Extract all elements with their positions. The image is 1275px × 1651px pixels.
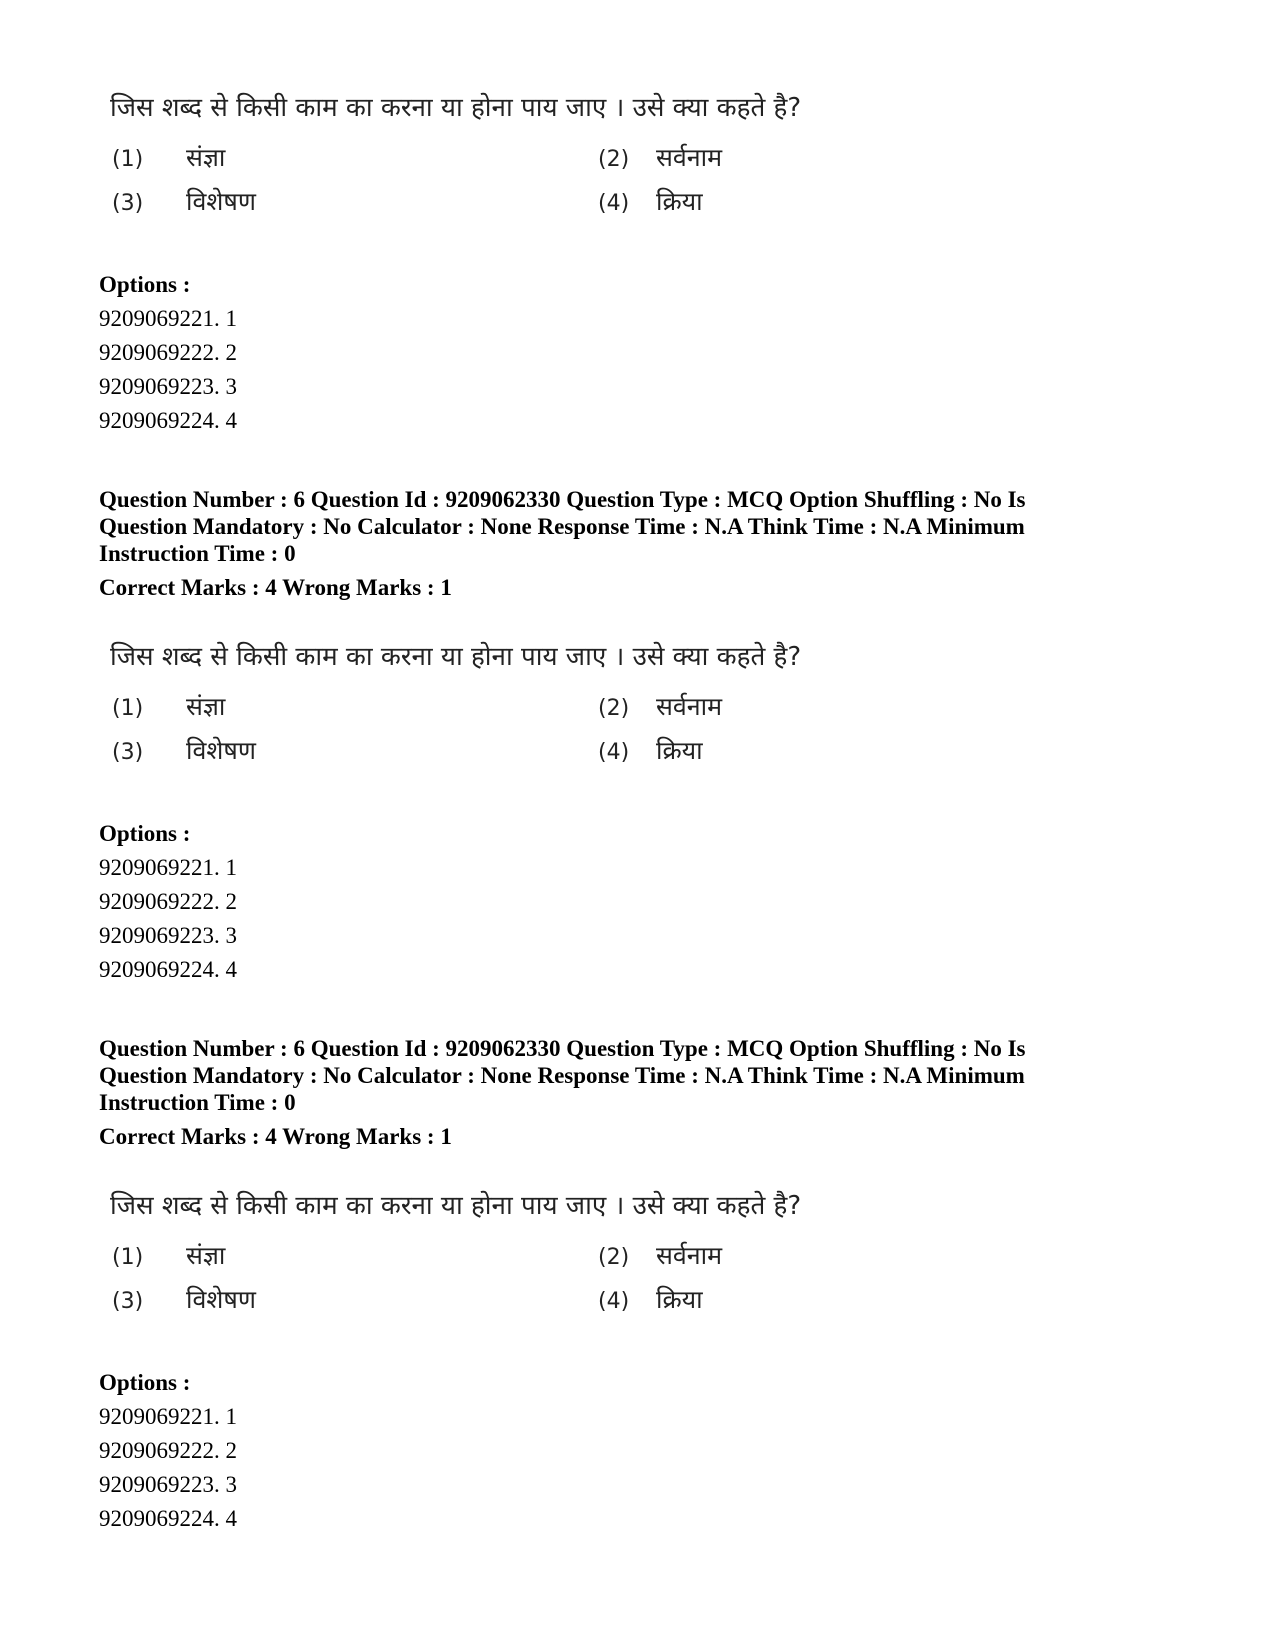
question-option-2 (598, 1238, 722, 1272)
question-image (110, 637, 830, 777)
option-text: सर्वनाम (656, 143, 723, 172)
question-meta: Question Number : 6 Question Id : 9209062330 Question Type : MCQ Option Shuffling : No Is Question Mandatory : No Calculator : None Response Time : N.A Think Time : N.A Minimum Instruction Time : 0 (99, 487, 1026, 566)
option-number: (2) (598, 696, 630, 721)
option-number: (3) (112, 740, 144, 765)
option-id-line: 9209069224. 4 (99, 408, 237, 433)
option-id-line: 9209069221. 1 (99, 855, 237, 880)
question-option-3 (112, 1282, 256, 1316)
option-text: संज्ञा (186, 692, 226, 721)
option-text: विशेषण (186, 187, 256, 216)
option-text: क्रिया (656, 736, 703, 765)
question-option-1 (112, 1238, 225, 1272)
option-number: (3) (112, 191, 144, 216)
option-text: सर्वनाम (656, 692, 723, 721)
question-option-2 (598, 689, 722, 723)
option-id-line: 9209069223. 3 (99, 374, 237, 399)
option-id-line: 9209069224. 4 (99, 957, 237, 982)
option-number: (2) (598, 1245, 630, 1270)
option-number: (1) (112, 147, 144, 172)
question-option-3 (112, 733, 256, 767)
question-option-1 (112, 689, 225, 723)
option-number: (3) (112, 1289, 144, 1314)
question-option-4 (598, 184, 703, 218)
option-text: संज्ञा (186, 143, 226, 172)
question-option-1 (112, 140, 225, 174)
option-text: विशेषण (186, 1285, 256, 1314)
option-number: (4) (598, 740, 630, 765)
question-stem: जिस शब्द से किसी काम का करना या होना पाय जाए । उसे क्या कहते है? (110, 93, 802, 123)
options-heading: Options : (99, 821, 191, 846)
question-option-4 (598, 733, 703, 767)
question-image (110, 1186, 830, 1326)
option-text: क्रिया (656, 1285, 703, 1314)
option-id-line: 9209069224. 4 (99, 1506, 237, 1531)
option-number: (1) (112, 696, 144, 721)
question-option-2 (598, 140, 722, 174)
option-id-line: 9209069221. 1 (99, 1404, 237, 1429)
question-option-4 (598, 1282, 703, 1316)
option-number: (4) (598, 191, 630, 216)
option-text: सर्वनाम (656, 1241, 723, 1270)
question-meta: Question Number : 6 Question Id : 9209062330 Question Type : MCQ Option Shuffling : No Is Question Mandatory : No Calculator : None Response Time : N.A Think Time : N.A Minimum Instruction Time : 0 (99, 1036, 1026, 1115)
question-image (110, 88, 830, 228)
marks-line: Correct Marks : 4 Wrong Marks : 1 (99, 1124, 452, 1149)
question-stem: जिस शब्द से किसी काम का करना या होना पाय जाए । उसे क्या कहते है? (110, 1191, 802, 1221)
option-id-line: 9209069222. 2 (99, 889, 237, 914)
option-id-line: 9209069222. 2 (99, 1438, 237, 1463)
option-id-line: 9209069222. 2 (99, 340, 237, 365)
question-option-3 (112, 184, 256, 218)
question-stem: जिस शब्द से किसी काम का करना या होना पाय जाए । उसे क्या कहते है? (110, 642, 802, 672)
option-id-line: 9209069223. 3 (99, 1472, 237, 1497)
option-text: विशेषण (186, 736, 256, 765)
options-heading: Options : (99, 272, 191, 297)
options-heading: Options : (99, 1370, 191, 1395)
marks-line: Correct Marks : 4 Wrong Marks : 1 (99, 575, 452, 600)
option-text: क्रिया (656, 187, 703, 216)
option-text: संज्ञा (186, 1241, 226, 1270)
option-number: (2) (598, 147, 630, 172)
option-number: (4) (598, 1289, 630, 1314)
option-id-line: 9209069221. 1 (99, 306, 237, 331)
option-id-line: 9209069223. 3 (99, 923, 237, 948)
option-number: (1) (112, 1245, 144, 1270)
